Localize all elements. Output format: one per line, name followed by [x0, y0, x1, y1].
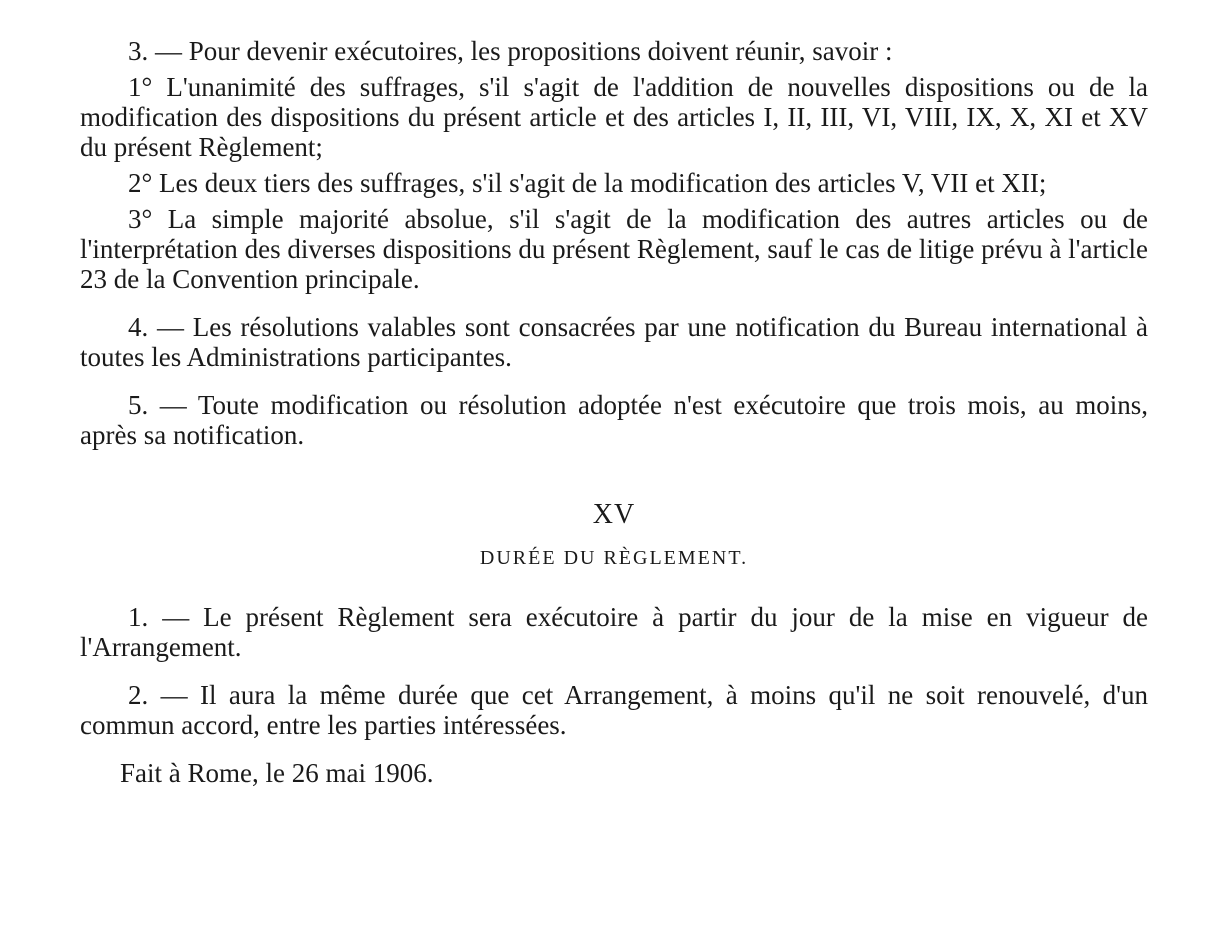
section-number: XV — [592, 499, 636, 530]
paragraph-3-item-3: 3° La simple majorité absolue, s'il s'agit de la modification des autres articles ou de l'interprétation des diverses dispositions du présent Règlement, sauf le cas de litige prévu à l'article 23 de la Convention principale. — [80, 204, 1148, 294]
section-paragraph-2: 2. — Il aura la même durée que cet Arrangement, à moins qu'il ne soit renouvelé, d'un commun accord, entre les parties intéressées. — [80, 680, 1148, 740]
paragraph-4: 4. — Les résolutions valables sont consacrées par une notification du Bureau international à toutes les Administrations participantes. — [80, 312, 1148, 372]
section-paragraph-1: 1. — Le présent Règlement sera exécutoire à partir du jour de la mise en vigueur de l'Arrangement. — [80, 602, 1148, 662]
paragraph-3: 3. — Pour devenir exécutoires, les propositions doivent réunir, savoir : — [128, 36, 893, 66]
paragraph-3-item-1: 1° L'unanimité des suffrages, s'il s'agit de l'addition de nouvelles dispositions ou de la modification des dispositions du présent article et des articles I, II, III, VI, VIII, IX, X, XI et XV du présent Règlement; — [80, 72, 1148, 162]
paragraph-3-item-2: 2° Les deux tiers des suffrages, s'il s'agit de la modification des articles V, VII et XII; — [128, 168, 1047, 198]
closing-line: Fait à Rome, le 26 mai 1906. — [120, 758, 434, 788]
section-title: DURÉE DU RÈGLEMENT. — [479, 547, 749, 569]
paragraph-5: 5. — Toute modification ou résolution adoptée n'est exécutoire que trois mois, au moins, après sa notification. — [80, 390, 1148, 450]
document-page — [80, 36, 1148, 788]
